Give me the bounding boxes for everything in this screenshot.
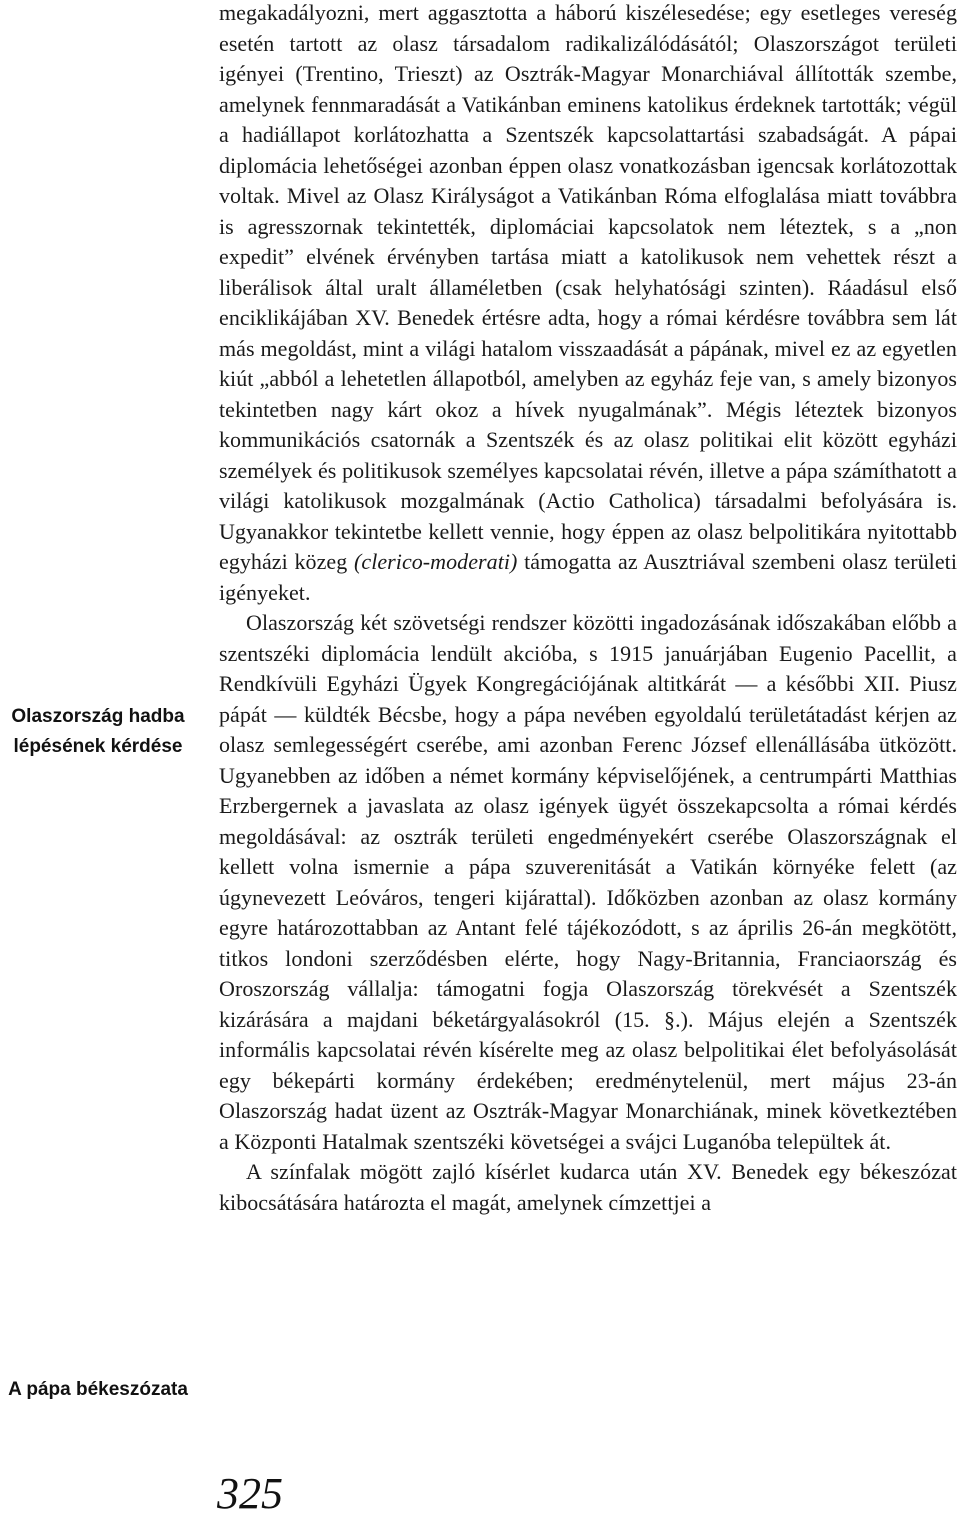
paragraph-1-text-a: megakadályozni, mert aggasztotta a háború kiszélesedése; egy esetleges vereség esetén tartott az olasz társadalom radikalizálódásától; Olaszországot területi igényei (Trentino, Trieszt) az Osztrák-Magyar Monarchiával állították szembe, amelynek fennmaradását a Vatikánban eminens katolikus érdeknek tartották; végül a hadiállapot korlátozhatta a Szentszék kapcsolattartási szabadságát. A pápai diplomácia lehetőségei azonban éppen olasz vonatkozásban igencsak korlátozottak voltak. Mivel az Olasz Királyságot a Vatikánban Róma elfoglalása miatt továbbra is agresszornak tekintették, diplomáciai kapcsolatok nem léteztek, s a „non expedit” elvének érvényben tartása miatt a katolikusok nem vehettek részt a liberálisok által uralt államéletben (csak helyhatósági szinten). Ráadásul első enciklikájában XV. Benedek értésre adta, hogy a római kérdésre továbbra sem lát más megoldást, mint a világi hatalom visszaadását a pápának, mivel ez az egyetlen kiút „abból a lehetetlen állapotból, amelyben az egyház feje van, s amely bizonyos tekintetben nagy kárt okoz a hívek nyugalmának”. Mégis léteztek bizonyos kommunikációs csatornák a Szentszék és az olasz politikai elit között egyházi személyek és politikusok személyes kapcsolatai révén, illetve a pápa számíthatott a világi katolikusok mozgalmának (Actio Catholica) társadalmi befolyására is. Ugyanakkor tekintetbe kellett vennie, hogy éppen az olasz belpolitikára nyitottabb egyházi közeg — [219, 0, 957, 574]
margin-note-papal-peace-note: A pápa békeszózata — [8, 1379, 188, 1400]
body-text — [219, 0, 957, 1218]
paragraph-3: A színfalak mögött zajló kísérlet kudarca után XV. Benedek egy békeszózat kibocsátására határozta el magát, amelynek címzettjei a — [219, 1159, 957, 1215]
paragraph-1-italic-term: (clerico-moderati) — [354, 549, 518, 574]
paragraph-1-text-b: támogatta az Ausztriával szembeni olasz területi igényeket. — [219, 549, 957, 605]
paragraph-2: Olaszország két szövetségi rendszer közötti ingadozásának időszakában előbb a szentszéki diplomácia lendült akcióba, s 1915 januárjában Eugenio Pacellit, a Rendkívüli Egyházi Ügyek Kongregációjának altitkárát — a későbbi XII. Piusz pápát — küldték Bécsbe, hogy a pápa nevében egyoldalú területátadást kérjen az olasz semlegességért cserébe, ami azonban Ferenc József ellenállásába ütközött. Ugyanebben az időben a német kormány képviselőjének, a centrumpárti Matthias Erzbergernek a javaslata az olasz igények ügyét összekapcsolta a római kérdés megoldásával: az osztrák területi engedményekért cserébe Olaszországnak el kellett volna ismernie a pápa szuverenitását a Vatikán környéke felett (az úgynevezett Leóváros, tengeri kijárattal). Időközben azonban az olasz kormány egyre határozottabban az Antant felé tájékozódott, s az április 26-án megkötött, titkos londoni szerződésben elérte, hogy Nagy-Britannia, Franciaország és Oroszország vállalja: támogatni fogja Olaszország törekvését a Szentszék kizárására a majdani béketárgyalásokról (15. §.). Május elején a Szentszék informális kapcsolatai révén kísérelte meg az olasz belpolitikai élet befolyásolását egy békepárti kormány érdekében; eredménytelenül, mert május 23-án Olaszország hadat üzent az Osztrák-Magyar Monarchiának, minek következtében a Központi Hatalmak szentszéki követségei a svájci Luganóba települtek át. — [219, 610, 957, 1154]
page-number: 325 — [217, 1469, 283, 1518]
margin-note-italy-war-entry: Olaszország hadba lépésének kérdése — [11, 706, 185, 757]
paragraph-1 — [219, 0, 957, 608]
